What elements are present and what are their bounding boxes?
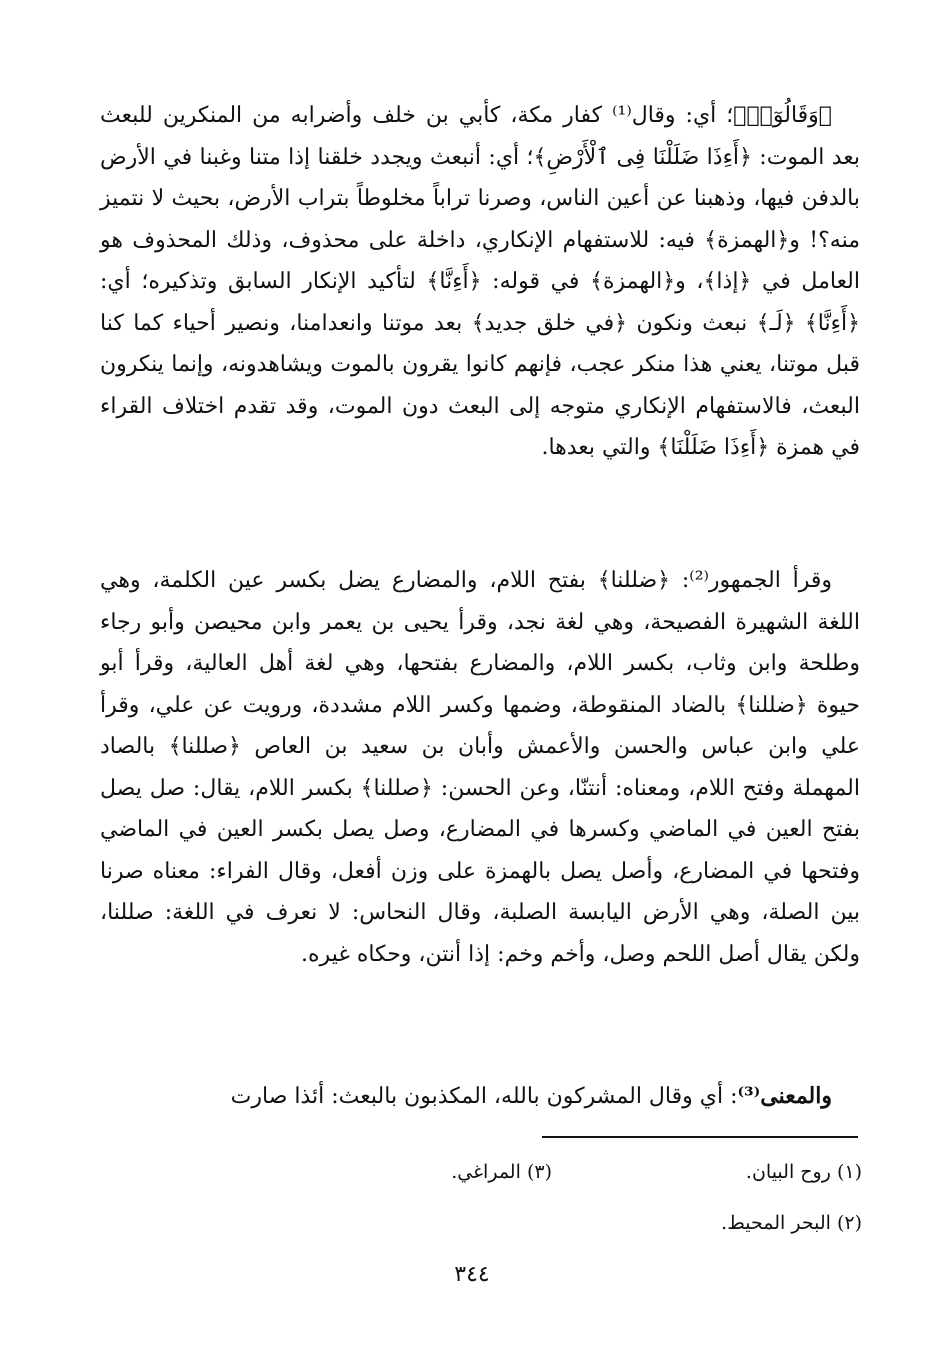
footnote-3-number: (٣) — [526, 1161, 552, 1183]
footnote-1-text: روح البيان. — [745, 1161, 831, 1183]
paragraph-3-line — [100, 1076, 860, 1118]
paragraph-3-text: : أي وقال المشركون بالله، المكذبون بالبعث: أئذا صارت — [230, 1084, 738, 1109]
footnote-2-number: (٢) — [836, 1212, 862, 1234]
footnote-3-text: المراغي. — [451, 1161, 521, 1183]
paragraph-3 — [100, 1076, 860, 1118]
paragraph-3-lead: والمعنى⁽³⁾ — [737, 1083, 832, 1109]
footnote-divider — [542, 1136, 858, 1138]
footnote-1 — [746, 1157, 862, 1187]
paragraph-1-text: ﴿وَقَالُوٓا۟﴾؛ أي: وقال⁽¹⁾ كفار مكة، كأبي بن خلف وأضرابه من المنكرين للبعث بعد الموت: ﴿أَءِذَا ضَلَلْنَا فِى ٱلْأَرْضِ﴾؛ أي: أنبعث ويجدد خلقنا إذا متنا وغبنا في الأرض بالدفن فيها، وذهبنا عن أعين الناس، وصرنا تراباً مخلوطاً بتراب الأرض، بحيث لا نتميز منه؟! و﴿الهمزة﴾ فيه: للاستفهام الإنكاري، داخلة على محذوف، وذلك المحذوف هو العامل في ﴿إذا﴾، و﴿الهمزة﴾ في قوله: ﴿أَءِنَّا﴾ لتأكيد الإنكار السابق وتذكيره؛ أي: ﴿أَءِنَّا﴾ ﴿لَـ﴾ نبعث ونكون ﴿في خلق جديد﴾ بعد موتنا وانعدامنا، ونصير أحياء كما كنا قبل موتنا، يعني هذا منكر عجب، فإنهم كانوا يقرون بالموت ويشاهدونه، وإنما ينكرون البعث، فالاستفهام الإنكاري متوجه إلى البعث دون الموت، وقد تقدم اختلاف القراء في همزة ﴿أَءِذَا ضَلَلْنَا﴾ والتي بعدها. — [100, 103, 860, 460]
footnote-1-number: (١) — [836, 1161, 862, 1183]
page-number: ٣٤٤ — [454, 1262, 490, 1287]
paragraph-2 — [100, 560, 860, 975]
footnote-3 — [451, 1157, 552, 1187]
paragraph-2-text: وقرأ الجمهور⁽²⁾: ﴿ضللنا﴾ بفتح اللام، والمضارع يضل بكسر عين الكلمة، وهي اللغة الشهيرة الفصيحة، وهي لغة نجد، وقرأ يحيى بن يعمر وابن محيصن وأبو رجاء وطلحة وابن وثاب، بكسر اللام، والمضارع بفتحها، وهي لغة أهل العالية، وقرأ أبو حيوة ﴿ضللنا﴾ بالضاد المنقوطة، وضمها وكسر اللام مشددة، ورويت عن علي، وقرأ علي وابن عباس والحسن والأعمش وأبان بن سعيد بن العاص ﴿صللنا﴾ بالصاد المهملة وفتح اللام، ومعناه: أنتنّا، وعن الحسن: ﴿صللنا﴾ بكسر اللام، يقال: صل يصل بفتح العين في الماضي وكسرها في المضارع، وصل يصل بكسر العين في الماضي وفتحها في المضارع، وأصل يصل بالهمزة على وزن أفعل، وقال الفراء: معناه صرنا بين الصلة، وهي الأرض اليابسة الصلبة، وقال النحاس: لا نعرف في اللغة: صللنا، ولكن يقال أصل اللحم وصل، وأخم وخم: إذا أنتن، وحكاه غيره. — [100, 568, 860, 967]
footnote-row-1 — [300, 1157, 862, 1189]
footnote-row-2 — [300, 1208, 862, 1240]
paragraph-1 — [100, 95, 860, 469]
footnote-2-text: البحر المحيط. — [721, 1212, 831, 1234]
footnote-2 — [721, 1208, 862, 1238]
